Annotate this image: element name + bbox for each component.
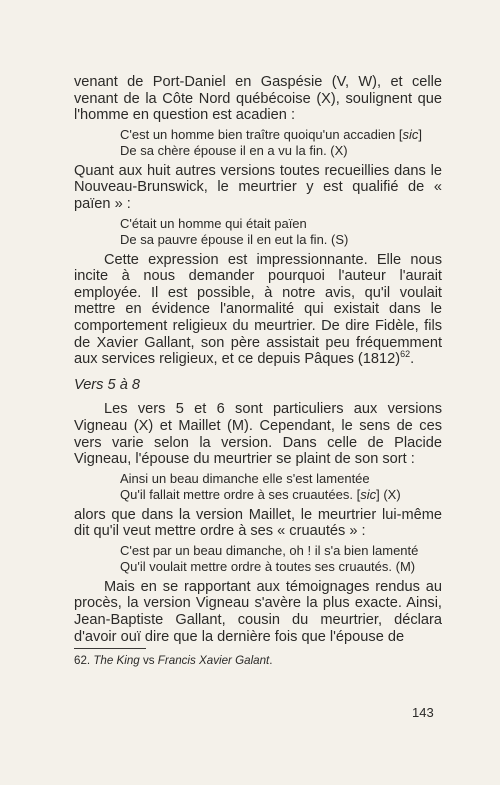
quote-1-line-1 [120, 127, 442, 143]
quote-3 [120, 471, 442, 503]
quote-3-line-2-end: ] (X) [376, 486, 401, 502]
bracket-close: ] [418, 126, 422, 142]
sic-mark: sic [360, 486, 377, 502]
quote-2 [120, 216, 442, 248]
footnote-end: . [269, 654, 273, 667]
quote-1-line-1-text: C'est un homme bien traître quoiqu'un accadien [ [120, 126, 403, 142]
quote-1 [120, 127, 442, 159]
quote-1-line-2: De sa chère épouse il en a vu la fin. (X) [120, 142, 348, 158]
paragraph-3 [74, 252, 442, 368]
quote-3-line-2 [120, 487, 442, 503]
paragraph-5: alors que dans la version Maillet, le meurtrier lui-même dit qu'il veut mettre ordre à ses « cruautés » : [74, 506, 442, 540]
footnote-case-party: The King [93, 654, 140, 667]
footnote-number: 62. [74, 654, 94, 667]
section-heading: Vers 5 à 8 [74, 376, 140, 393]
quote-3-line-2-text: Qu'il fallait mettre ordre à ses cruautées. [ [120, 486, 361, 502]
paragraph-3-end: . [410, 351, 415, 368]
body-text [74, 74, 442, 645]
quote-3-line-1: Ainsi un beau dimanche elle s'est lamentée [120, 470, 370, 486]
footnote-vs: vs [139, 654, 158, 667]
paragraph-6: Mais en se rapportant aux témoignages rendus au procès, la version Vigneau s'avère la plus exacte. Ainsi, Jean-Baptiste Gallant, cousin du meurtrier, déclara d'avoir ouï dire que la dernière fois que l'épouse de [74, 578, 442, 645]
quote-4-line-1: C'est par un beau dimanche, oh ! il s'a bien lamenté [120, 542, 419, 558]
quote-4 [120, 543, 442, 575]
sic-mark: sic [402, 126, 419, 142]
quote-4-line-2: Qu'il voulait mettre ordre à toutes ses cruautés. (M) [120, 558, 416, 574]
paragraph-4: Les vers 5 et 6 sont particuliers aux versions Vigneau (X) et Maillet (M). Cependant, le sens de ces vers varie selon la version. Dans celle de Placide Vigneau, l'épouse du meurtrier se plaint de son sort : [74, 401, 442, 468]
paragraph-2: Quant aux huit autres versions toutes recueillies dans le Nouveau-Brunswick, le meurtrier y est qualifié de « païen » : [74, 162, 442, 212]
page-number: 143 [412, 705, 434, 720]
footnote-divider [74, 648, 146, 649]
footnote-reference: 62 [400, 349, 411, 360]
footnote [74, 654, 442, 668]
footnote-defendant: Francis Xavier Galant [157, 654, 270, 667]
quote-2-line-1: C'était un homme qui était païen [120, 215, 307, 231]
paragraph-3-text: Cette expression est impressionnante. Elle nous incite à nous demander pourquoi l'auteur l'aurait employée. Il est possible, à notre avis, qu'il voulait mettre en évidence l'anormalité qui existait dans le comportement religieux du meurtrier. De dire Fidèle, fils de Xavier Gallant, son père assistait peu fréquemment aux services religieux, et ce depuis Pâques (1812) [74, 251, 442, 368]
paragraph-1: venant de Port-Daniel en Gaspésie (V, W), et celle venant de la Côte Nord québécoise (X), soulignent que l'homme en question est acadien : [74, 74, 442, 124]
quote-2-line-2: De sa pauvre épouse il en eut la fin. (S) [120, 231, 349, 247]
